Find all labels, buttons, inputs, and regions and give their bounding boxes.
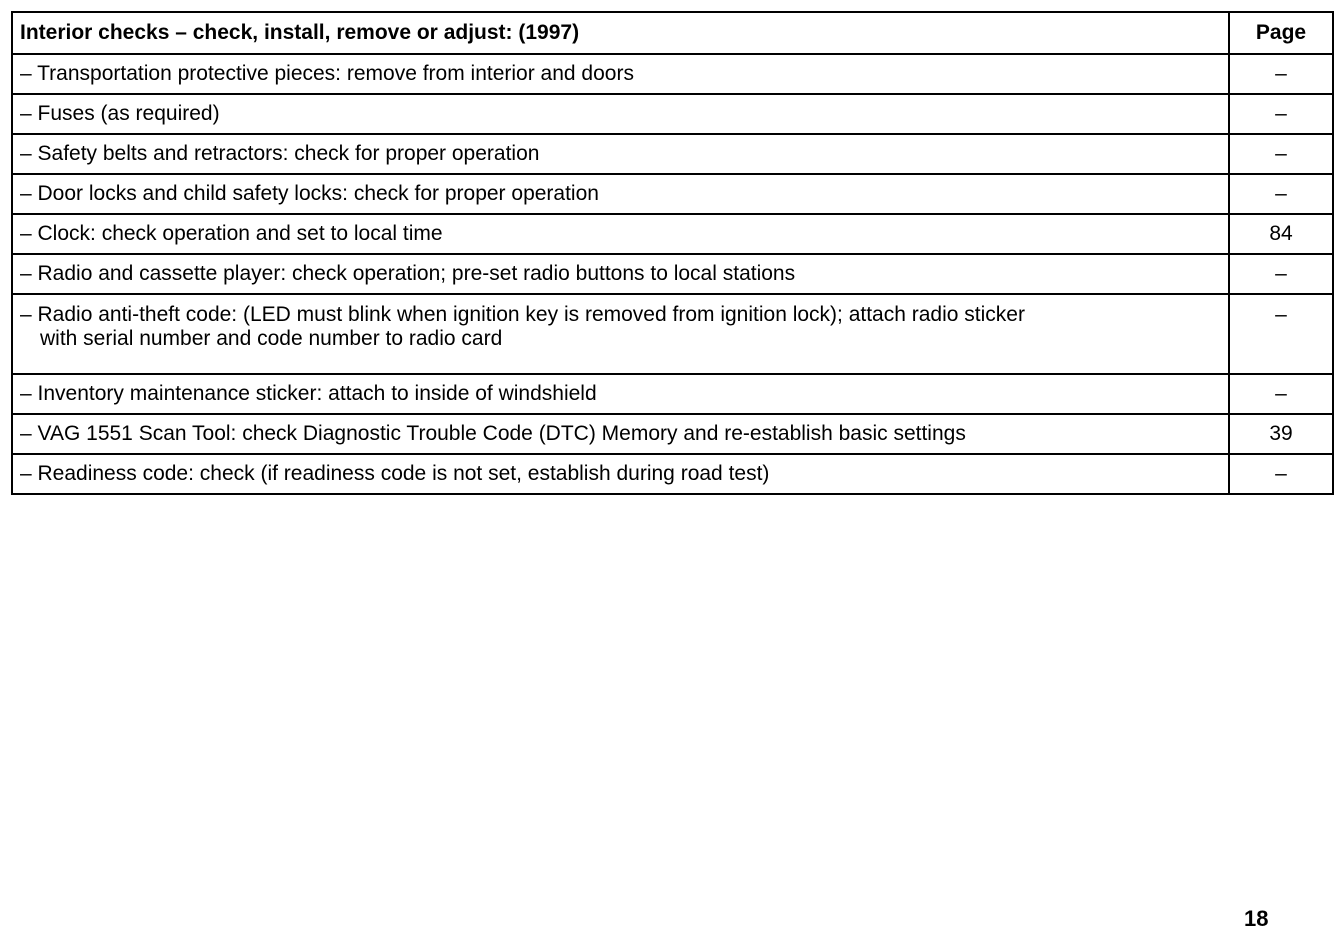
table-row (12, 374, 1333, 414)
table-row (12, 254, 1333, 294)
table-row (12, 214, 1333, 254)
check-item-text: – Radio and cassette player: check operation; pre-set radio buttons to local stations (12, 254, 1229, 294)
check-item-text: – Door locks and child safety locks: check for proper operation (12, 174, 1229, 214)
table-row (12, 294, 1333, 374)
check-item-page: – (1229, 174, 1333, 214)
table-title: Interior checks – check, install, remove or adjust: (1997) (12, 12, 1229, 54)
table-row (12, 174, 1333, 214)
check-item-text-line1: – Radio anti-theft code: (LED must blink when ignition key is removed from ignition lock); attach radio sticker (20, 303, 1025, 326)
check-item-page: – (1229, 134, 1333, 174)
table-header-row (12, 12, 1333, 54)
check-item-text-line2: with serial number and code number to radio card (40, 327, 503, 350)
table-row (12, 54, 1333, 94)
check-item-text: – Inventory maintenance sticker: attach to inside of windshield (12, 374, 1229, 414)
table-row (12, 454, 1333, 494)
check-item-page: – (1229, 54, 1333, 94)
check-item-text: – Fuses (as required) (12, 94, 1229, 134)
table-row (12, 94, 1333, 134)
check-item-page: 39 (1229, 414, 1333, 454)
page-number: 18 (1244, 906, 1269, 931)
check-item-text: – Transportation protective pieces: remove from interior and doors (12, 54, 1229, 94)
page-column-header: Page (1229, 12, 1333, 54)
check-item-page: – (1229, 94, 1333, 134)
table-row (12, 414, 1333, 454)
check-item-page: 84 (1229, 214, 1333, 254)
check-item-text-multiline (12, 294, 1229, 374)
check-item-text: – Readiness code: check (if readiness code is not set, establish during road test) (12, 454, 1229, 494)
check-item-page: – (1229, 254, 1333, 294)
check-item-text: – Clock: check operation and set to local time (12, 214, 1229, 254)
check-item-page: – (1229, 454, 1333, 494)
check-item-page: – (1229, 374, 1333, 414)
check-item-text: – VAG 1551 Scan Tool: check Diagnostic Trouble Code (DTC) Memory and re-establish basic settings (12, 414, 1229, 454)
check-item-page: – (1229, 294, 1333, 374)
interior-checks-table (11, 11, 1334, 495)
check-item-text: – Safety belts and retractors: check for proper operation (12, 134, 1229, 174)
table-row (12, 134, 1333, 174)
